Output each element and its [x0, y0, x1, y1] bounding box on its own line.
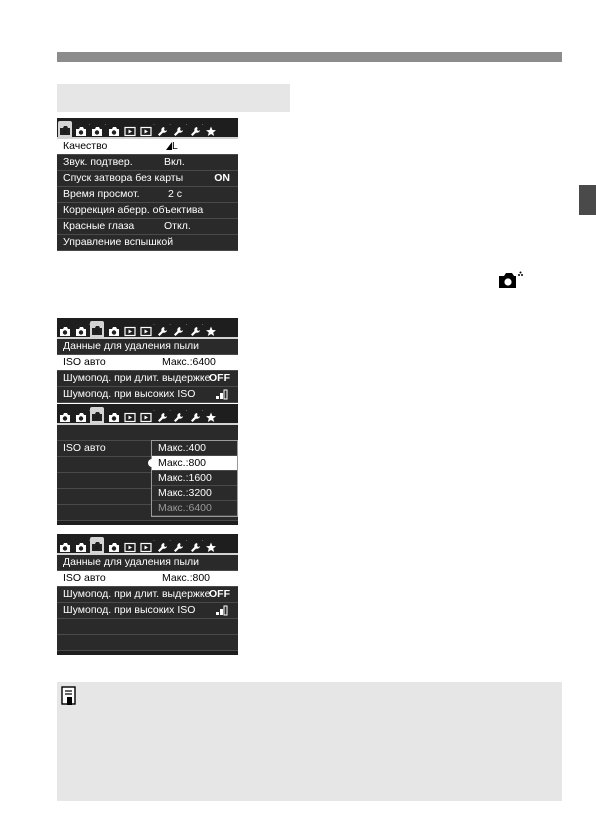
tab-setup-3[interactable]: ·	[188, 123, 202, 139]
tab-shooting-3[interactable]: ·	[90, 407, 104, 425]
tab-setup-2[interactable]: ·	[171, 123, 185, 139]
play-icon	[140, 126, 152, 137]
wrench-icon	[172, 126, 184, 137]
tab-shooting-2[interactable]: ·	[74, 323, 88, 339]
menu-row-auto-iso[interactable]: ISO авто Макс.:6400	[57, 355, 238, 371]
tab-setup-3[interactable]: ·	[188, 409, 202, 425]
play-icon	[124, 326, 136, 337]
tab-playback-2[interactable]: ·	[139, 409, 153, 425]
camera-screen-1	[57, 118, 238, 248]
chapter-tab	[579, 185, 596, 215]
camera-icon	[59, 125, 71, 136]
camera-icon	[75, 412, 87, 423]
wrench-icon	[156, 542, 168, 553]
wrench-icon	[156, 326, 168, 337]
tab-setup-1[interactable]: ·	[155, 323, 169, 339]
wrench-icon	[172, 326, 184, 337]
menu-row-review-time[interactable]: Время просмот. 2 с	[57, 187, 238, 203]
menu-row-high-iso-nr[interactable]: Шумопод. при высоких ISO	[57, 387, 238, 403]
play-icon	[140, 412, 152, 423]
camera-icon	[91, 126, 103, 137]
option-max-3200[interactable]: Макс.:3200	[152, 486, 237, 501]
play-icon	[140, 326, 152, 337]
tab-setup-1[interactable]: ·	[155, 123, 169, 139]
menu-tabs	[57, 118, 238, 139]
header-rule	[57, 52, 562, 62]
wrench-icon	[172, 542, 184, 553]
wrench-icon	[156, 412, 168, 423]
menu-row-beep[interactable]: Звук. подтвер. Вкл.	[57, 155, 238, 171]
play-icon	[124, 412, 136, 423]
star-icon	[205, 326, 217, 337]
play-icon	[124, 542, 136, 553]
menu-row-auto-iso[interactable]: ISO авто Макс.:800	[57, 571, 238, 587]
auto-iso-dropdown[interactable]	[151, 440, 238, 517]
camera-icon	[75, 542, 87, 553]
tab-setup-3[interactable]: ·	[188, 323, 202, 339]
menu-row-high-iso-nr[interactable]: Шумопод. при высоких ISO	[57, 603, 238, 619]
shooting-menu-icon	[498, 271, 524, 289]
camera-icon	[59, 326, 71, 337]
menu-row-dust-delete-data[interactable]: Данные для удаления пыли	[57, 339, 238, 355]
memo-icon	[61, 686, 77, 706]
tab-setup-1[interactable]: ·	[155, 539, 169, 555]
selection-marker-icon	[148, 459, 152, 467]
tab-setup-3[interactable]: ·	[188, 539, 202, 555]
wrench-icon	[189, 542, 201, 553]
nr-level-icon	[216, 389, 230, 399]
menu-row-long-exposure-nr[interactable]: Шумопод. при длит. выдержке OFF	[57, 371, 238, 387]
star-icon	[205, 412, 217, 423]
wrench-icon	[189, 126, 201, 137]
play-icon	[124, 126, 136, 137]
option-max-6400[interactable]: Макс.:6400	[152, 501, 237, 516]
tab-setup-2[interactable]: ·	[171, 323, 185, 339]
section-title-box	[57, 84, 290, 112]
camera-icon	[108, 326, 120, 337]
tab-shooting-3[interactable]: ·	[90, 123, 104, 139]
camera-icon	[108, 412, 120, 423]
menu-row-dust-delete-data[interactable]: Данные для удаления пыли	[57, 555, 238, 571]
note-box	[57, 682, 562, 801]
tab-shooting-2[interactable]: ·	[74, 123, 88, 139]
play-icon	[140, 542, 152, 553]
menu-row-lens-aberration[interactable]: Коррекция аберр. объектива	[57, 203, 238, 219]
camera-icon	[75, 326, 87, 337]
tab-setup-1[interactable]: ·	[155, 409, 169, 425]
camera-icon	[59, 412, 71, 423]
option-max-1600[interactable]: Макс.:1600	[152, 471, 237, 486]
camera-screen-3	[57, 404, 238, 525]
menu-tabs	[57, 534, 238, 555]
tab-playback-2[interactable]: ·	[139, 323, 153, 339]
camera-screen-2	[57, 318, 238, 400]
menu-tabs	[57, 404, 238, 425]
wrench-icon	[172, 412, 184, 423]
menu-row-flash-control[interactable]: Управление вспышкой	[57, 235, 238, 251]
star-icon	[205, 126, 217, 137]
menu-tabs	[57, 318, 238, 339]
camera-icon	[75, 126, 87, 137]
wrench-icon	[156, 126, 168, 137]
menu-row-long-exposure-nr[interactable]: Шумопод. при длит. выдержке OFF	[57, 587, 238, 603]
tab-shooting-2[interactable]: ·	[74, 539, 88, 555]
camera-icon	[91, 541, 103, 552]
camera-icon	[91, 411, 103, 422]
option-max-800[interactable]: Макс.:800	[152, 456, 237, 471]
tab-shooting-3[interactable]: ·	[90, 537, 104, 555]
camera-screen-4	[57, 534, 238, 655]
camera-icon	[91, 325, 103, 336]
camera-icon	[108, 542, 120, 553]
star-icon	[205, 542, 217, 553]
tab-setup-2[interactable]: ·	[171, 539, 185, 555]
menu-row-quality[interactable]: Качество L	[57, 139, 238, 155]
tab-shooting-2[interactable]: ·	[74, 409, 88, 425]
menu-row-red-eye[interactable]: Красные глаза Откл.	[57, 219, 238, 235]
option-max-400[interactable]: Макс.:400	[152, 441, 237, 456]
camera-icon	[108, 126, 120, 137]
tab-shooting-3[interactable]: ·	[90, 321, 104, 339]
tab-playback-2[interactable]: ·	[139, 123, 153, 139]
wrench-icon	[189, 412, 201, 423]
tab-playback-2[interactable]: ·	[139, 539, 153, 555]
tab-setup-2[interactable]: ·	[171, 409, 185, 425]
camera-icon	[59, 542, 71, 553]
menu-row-auto-iso[interactable]: ISO авто	[57, 441, 238, 457]
wrench-icon	[189, 326, 201, 337]
menu-row-release-without-card[interactable]: Спуск затвора без карты ON	[57, 171, 238, 187]
nr-level-icon	[216, 605, 230, 615]
